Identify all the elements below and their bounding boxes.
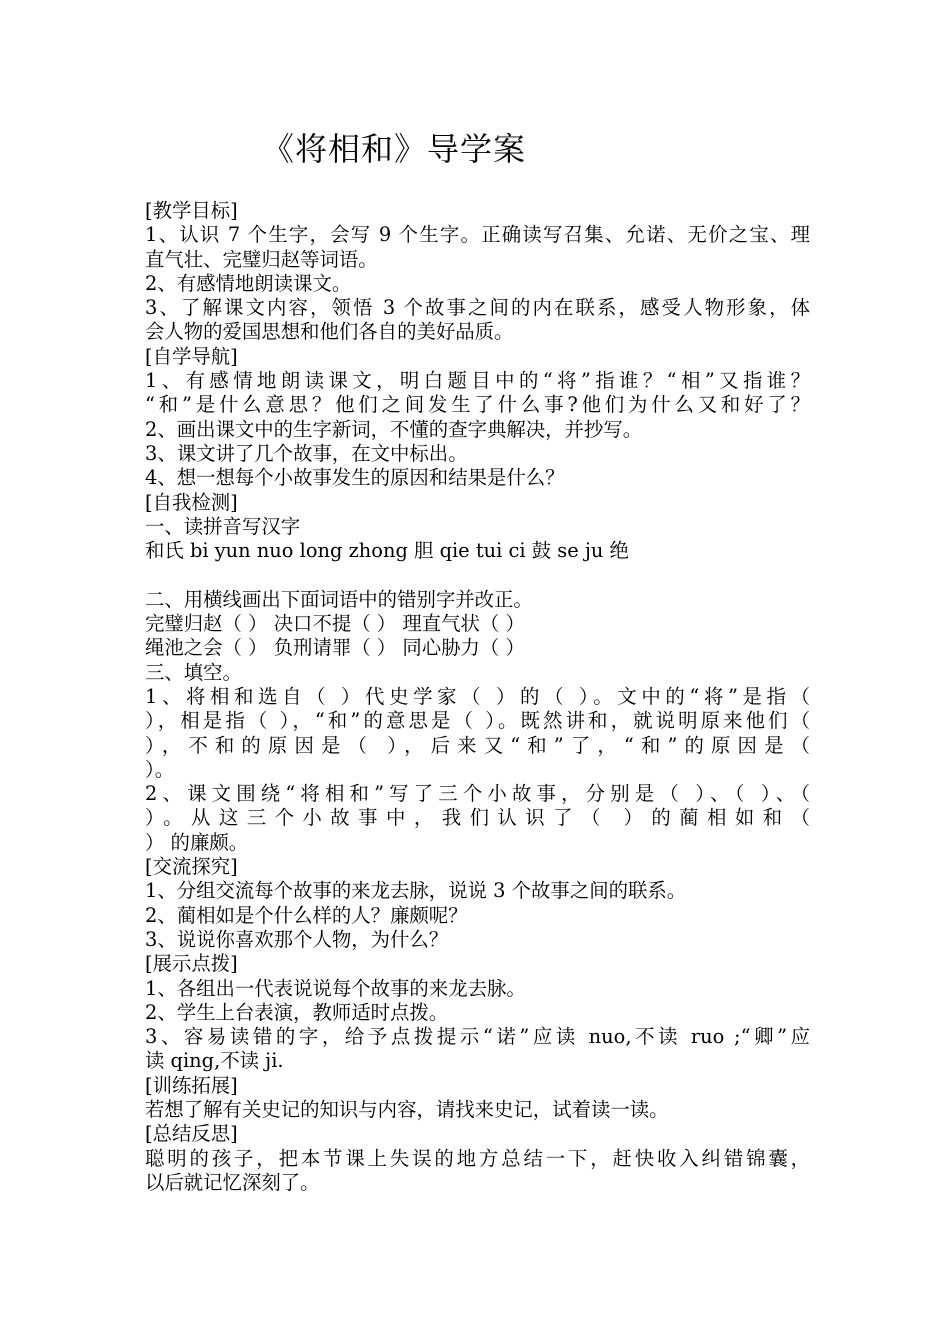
text-line: [展示点拨] (145, 952, 238, 976)
document-body (145, 199, 810, 1195)
text-line: 二、用横线画出下面词语中的错别字并改正。 (145, 587, 533, 611)
text-line: [教学目标] (145, 199, 238, 222)
text-line: 2、学生上台表演，教师适时点拨。 (145, 1000, 449, 1024)
text-line: 1、分组交流每个故事的来龙去脉，说说 3 个故事之间的联系。 (145, 879, 687, 903)
text-line: 一、读拼音写汉字 (145, 514, 301, 538)
text-line: ），不和的原因是（ ），后来又“和”了，“和”的原因是（ (145, 733, 810, 757)
text-line: 2、蔺相如是个什么样的人？廉颇呢？ (145, 903, 468, 927)
text-line (145, 563, 810, 587)
text-line: 1、各组出一代表说说每个故事的来龙去脉。 (145, 976, 526, 1000)
text-line: [总结反思] (145, 1122, 238, 1146)
text-line: 会人物的爱国思想和他们各自的美好品质。 (145, 320, 514, 344)
text-line: 2、课文围绕“将相和”写了三个小故事，分别是（ ）、（ ）、（ (145, 782, 810, 806)
text-line: 3、了解课文内容，领悟 3 个故事之间的内在联系，感受人物形象，体 (145, 296, 810, 320)
text-line: ）。 (145, 757, 175, 781)
text-line: 3、说说你喜欢那个人物，为什么？ (145, 927, 449, 951)
text-line: ）。从这三个小故事中，我们认识了（ ）的蔺相如和（ (145, 806, 810, 830)
text-line: 4、想一想每个小故事发生的原因和结果是什么？ (145, 466, 565, 490)
text-line: 2、有感情地朗读课文。 (145, 271, 352, 295)
text-line: [自我检测] (145, 490, 238, 514)
text-line: 2、画出课文中的生字新词，不懂的查字典解决，并抄写。 (145, 417, 643, 441)
text-line: 3、容易读错的字，给予点拨提示“诺”应读 nuo,不读 ruo ;“卿”应 (145, 1025, 810, 1049)
text-line: 聪明的孩子，把本节课上失误的地方总结一下，赶快收入纠错锦囊， (145, 1146, 810, 1170)
document-title: 《将相和》导学案 (262, 130, 527, 168)
text-line: 完璧归赵（ ） 决口不提（ ） 理直气状（ ） (145, 612, 525, 636)
text-line: 1、有感情地朗读课文，明白题目中的“将”指谁？“相”又指谁？ (145, 369, 810, 393)
text-line: [自学导航] (145, 344, 238, 368)
text-line: 读 qing,不读 ji. (145, 1049, 284, 1073)
text-line: 绳池之会（ ） 负刑请罪（ ） 同心胁力（ ） (145, 636, 525, 660)
text-line: 1、将相和选自（ ）代史学家（ ）的（ ）。文中的“将”是指（ (145, 684, 810, 708)
text-line: 若想了解有关史记的知识与内容，请找来史记，试着读一读。 (145, 1097, 669, 1121)
text-line: “和”是什么意思？他们之间发生了什么事?他们为什么又和好了？ (145, 393, 810, 417)
text-line: 以后就记忆深刻了。 (145, 1170, 320, 1194)
text-line: ） 的廉颇。 (145, 830, 249, 854)
text-line: ），相是指（ ），“和”的意思是（ ）。既然讲和，就说明原来他们（ (145, 709, 810, 733)
text-line: [交流探究] (145, 855, 238, 879)
text-line: 三、填空。 (145, 660, 242, 684)
text-line: 和氏 bi yun nuo long zhong 胆 qie tui ci 鼓 se ju 绝 (145, 539, 629, 563)
text-line: 1、认识 7 个生字，会写 9 个生字。正确读写召集、允诺、无价之宝、理 (145, 223, 810, 247)
text-line: 3、课文讲了几个故事，在文中标出。 (145, 441, 468, 465)
text-line: 直气壮、完璧归赵等词语。 (145, 247, 378, 271)
text-line: [训练拓展] (145, 1073, 238, 1097)
